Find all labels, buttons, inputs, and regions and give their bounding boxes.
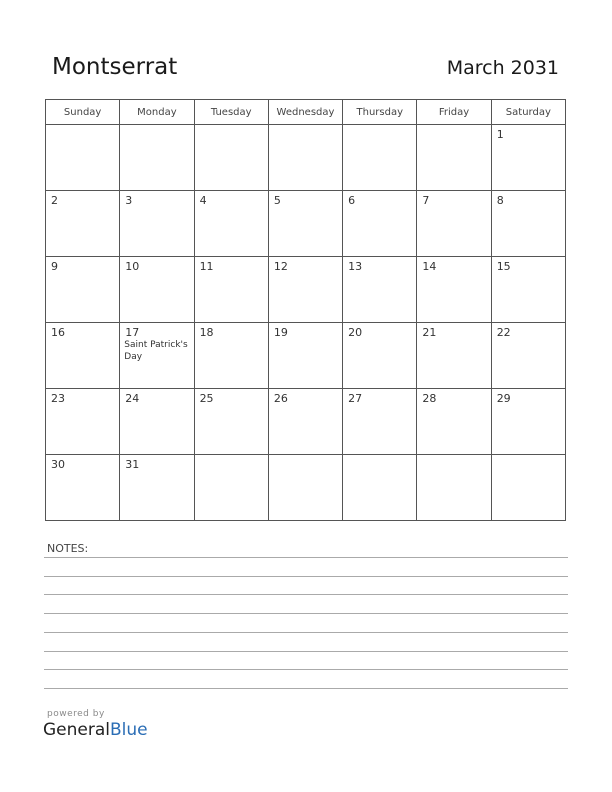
day-number: 13 — [348, 260, 363, 273]
day-number: 24 — [125, 392, 140, 405]
calendar-day-cell — [268, 455, 342, 521]
calendar-day-cell — [194, 125, 268, 191]
day-number: 21 — [422, 326, 437, 339]
weekday-tuesday: Tuesday — [194, 100, 268, 125]
calendar-week-row — [46, 389, 566, 455]
day-number: 25 — [199, 392, 214, 405]
note-line — [44, 613, 568, 614]
calendar-day-cell — [120, 257, 194, 323]
weekday-friday: Friday — [417, 100, 491, 125]
calendar-day-cell — [417, 389, 491, 455]
day-number: 27 — [348, 392, 363, 405]
calendar-day-cell — [343, 389, 417, 455]
calendar-day-cell — [417, 125, 491, 191]
day-number — [492, 455, 565, 458]
calendar-day-cell — [268, 389, 342, 455]
calendar-day-cell — [491, 257, 565, 323]
day-number: 5 — [273, 194, 281, 207]
day-number: 1 — [496, 128, 504, 141]
calendar-week-row — [46, 455, 566, 521]
note-line — [44, 576, 568, 577]
day-number — [417, 455, 490, 458]
day-number: 23 — [51, 392, 65, 405]
calendar-week-row — [46, 323, 566, 389]
calendar-day-cell — [120, 191, 194, 257]
day-number: 11 — [199, 260, 214, 273]
day-number: 12 — [273, 260, 288, 273]
day-number: 29 — [496, 392, 511, 405]
calendar-day-cell — [120, 323, 194, 389]
weekday-sunday: Sunday — [46, 100, 120, 125]
calendar-day-cell — [343, 323, 417, 389]
calendar-day-cell — [417, 455, 491, 521]
calendar-day-cell — [343, 125, 417, 191]
calendar-body — [46, 125, 566, 521]
calendar-day-cell — [46, 125, 120, 191]
day-number: 3 — [125, 194, 133, 207]
calendar-day-cell — [491, 389, 565, 455]
day-number: 9 — [51, 260, 58, 273]
calendar-day-cell — [46, 323, 120, 389]
day-number: 31 — [125, 458, 140, 471]
note-line — [44, 557, 568, 558]
calendar-day-cell — [417, 191, 491, 257]
day-number — [195, 125, 268, 128]
calendar-grid — [45, 99, 566, 521]
calendar-day-cell — [194, 191, 268, 257]
powered-by-text: powered by — [47, 709, 105, 719]
calendar-day-cell — [46, 191, 120, 257]
note-line — [44, 669, 568, 670]
calendar-day-cell — [491, 323, 565, 389]
day-number: 10 — [125, 260, 140, 273]
calendar-day-cell — [417, 323, 491, 389]
weekday-thursday: Thursday — [343, 100, 417, 125]
day-number: 17 — [125, 326, 140, 339]
day-number: 2 — [51, 194, 58, 207]
calendar-day-cell — [194, 389, 268, 455]
calendar-day-cell — [46, 257, 120, 323]
day-number: 4 — [199, 194, 207, 207]
day-number — [417, 125, 490, 128]
weekday-header-row — [46, 100, 566, 125]
calendar-week-row — [46, 191, 566, 257]
calendar-day-cell — [417, 257, 491, 323]
day-number: 15 — [496, 260, 511, 273]
calendar-day-cell — [491, 191, 565, 257]
day-number: 19 — [273, 326, 288, 339]
day-number: 6 — [348, 194, 356, 207]
day-number: 16 — [51, 326, 65, 339]
calendar-day-cell — [268, 125, 342, 191]
calendar-week-row — [46, 125, 566, 191]
calendar-day-cell — [194, 257, 268, 323]
month-year: March 2031 — [446, 57, 559, 79]
weekday-wednesday: Wednesday — [268, 100, 342, 125]
weekday-saturday: Saturday — [491, 100, 565, 125]
calendar-day-cell — [120, 125, 194, 191]
calendar-day-cell — [491, 455, 565, 521]
calendar-week-row — [46, 257, 566, 323]
day-number: 14 — [422, 260, 437, 273]
day-number: 20 — [348, 326, 363, 339]
notes-label: NOTES: — [47, 542, 89, 555]
calendar-day-cell — [194, 455, 268, 521]
calendar-day-cell — [343, 191, 417, 257]
brand-general: General — [43, 720, 110, 740]
day-number — [343, 125, 416, 128]
calendar-day-cell — [194, 323, 268, 389]
brand-logo — [43, 720, 148, 740]
calendar-day-cell — [120, 389, 194, 455]
weekday-monday: Monday — [120, 100, 194, 125]
calendar-day-cell — [268, 257, 342, 323]
day-number: 28 — [422, 392, 437, 405]
day-number — [120, 125, 193, 128]
calendar-day-cell — [343, 257, 417, 323]
day-number: 22 — [496, 326, 511, 339]
note-line — [44, 632, 568, 633]
day-number — [269, 455, 342, 458]
note-line — [44, 594, 568, 595]
calendar-day-cell — [46, 455, 120, 521]
calendar-day-cell — [268, 191, 342, 257]
day-number: 8 — [496, 194, 504, 207]
day-number — [343, 455, 416, 458]
day-number — [195, 455, 268, 458]
note-line — [44, 688, 568, 689]
day-number — [269, 125, 342, 128]
calendar-day-cell — [120, 455, 194, 521]
day-number: 30 — [51, 458, 65, 471]
day-number: 18 — [199, 326, 214, 339]
calendar-day-cell — [46, 389, 120, 455]
holiday-label: Saint Patrick's Day — [124, 340, 188, 362]
note-line — [44, 651, 568, 652]
calendar-day-cell — [343, 455, 417, 521]
brand-blue: Blue — [110, 720, 148, 740]
day-number: 26 — [273, 392, 288, 405]
day-number: 7 — [422, 194, 430, 207]
calendar-day-cell — [491, 125, 565, 191]
calendar-day-cell — [268, 323, 342, 389]
day-number — [46, 125, 119, 128]
calendar-title: Montserrat — [52, 54, 178, 80]
